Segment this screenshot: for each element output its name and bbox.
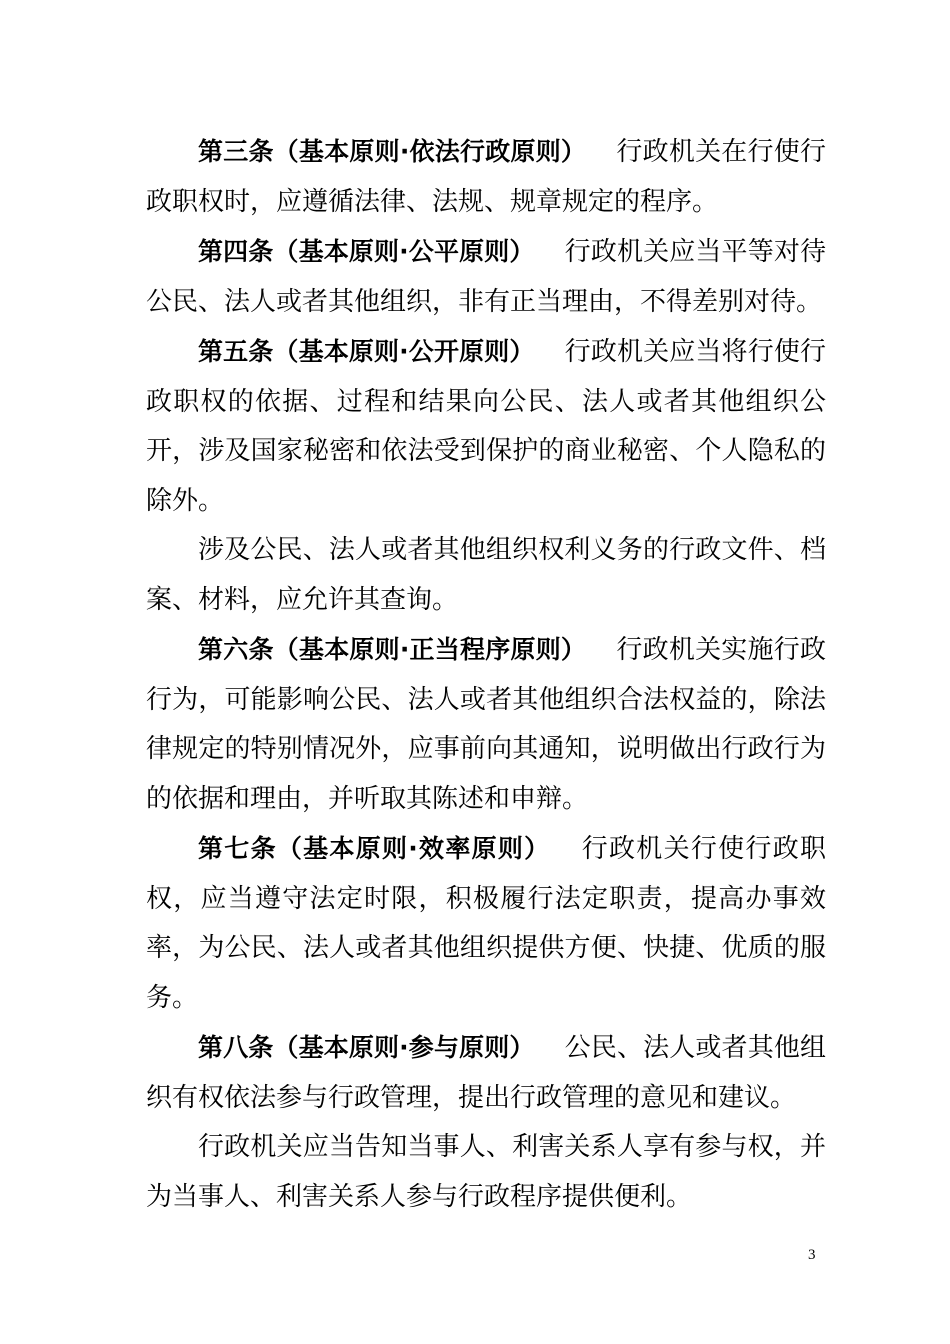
article-heading: 第三条（基本原则·依法行政原则） bbox=[198, 137, 587, 166]
article-5-paragraph-2: 涉及公民、法人或者其他组织权利义务的行政文件、档案、材料，应允许其查询。 bbox=[146, 535, 826, 615]
article-6 bbox=[146, 625, 826, 824]
article-heading: 第四条（基本原则·公平原则） bbox=[198, 237, 535, 266]
article-heading: 第六条（基本原则·正当程序原则） bbox=[198, 635, 587, 664]
article-text: 行政机关在行使行政职权时，应遵循法律、法规、规章规定的程序。 bbox=[146, 137, 826, 217]
article-heading: 第八条（基本原则·参与原则） bbox=[198, 1033, 535, 1062]
article-heading: 第五条（基本原则·公开原则） bbox=[198, 337, 535, 366]
article-5 bbox=[146, 327, 826, 526]
article-8-paragraph-2: 行政机关应当告知当事人、利害关系人享有参与权，并为当事人、利害关系人参与行政程序提供便利。 bbox=[146, 1132, 826, 1212]
article-4 bbox=[146, 227, 826, 327]
article-text: 行政机关应当平等对待公民、法人或者其他组织，非有正当理由，不得差别对待。 bbox=[146, 237, 826, 317]
article-7 bbox=[146, 824, 826, 1023]
page-number: 3 bbox=[808, 1247, 816, 1263]
document-body bbox=[146, 127, 826, 1222]
article-3 bbox=[146, 127, 826, 227]
article-text: 行政机关实施行政行为，可能影响公民、法人或者其他组织合法权益的，除法律规定的特别情况外，应事前向其通知，说明做出行政行为的依据和理由，并听取其陈述和申辩。 bbox=[146, 635, 826, 814]
article-8 bbox=[146, 1023, 826, 1123]
article-text: 行政机关应当将行使行政职权的依据、过程和结果向公民、法人或者其他组织公开，涉及国家秘密和依法受到保护的商业秘密、个人隐私的除外。 bbox=[146, 337, 826, 516]
article-heading: 第七条（基本原则·效率原则） bbox=[198, 834, 551, 863]
article-text: 公民、法人或者其他组织有权依法参与行政管理，提出行政管理的意见和建议。 bbox=[146, 1033, 826, 1113]
article-text: 行政机关行使行政职权，应当遵守法定时限，积极履行法定职责，提高办事效率，为公民、法人或者其他组织提供方便、快捷、优质的服务。 bbox=[146, 834, 826, 1013]
